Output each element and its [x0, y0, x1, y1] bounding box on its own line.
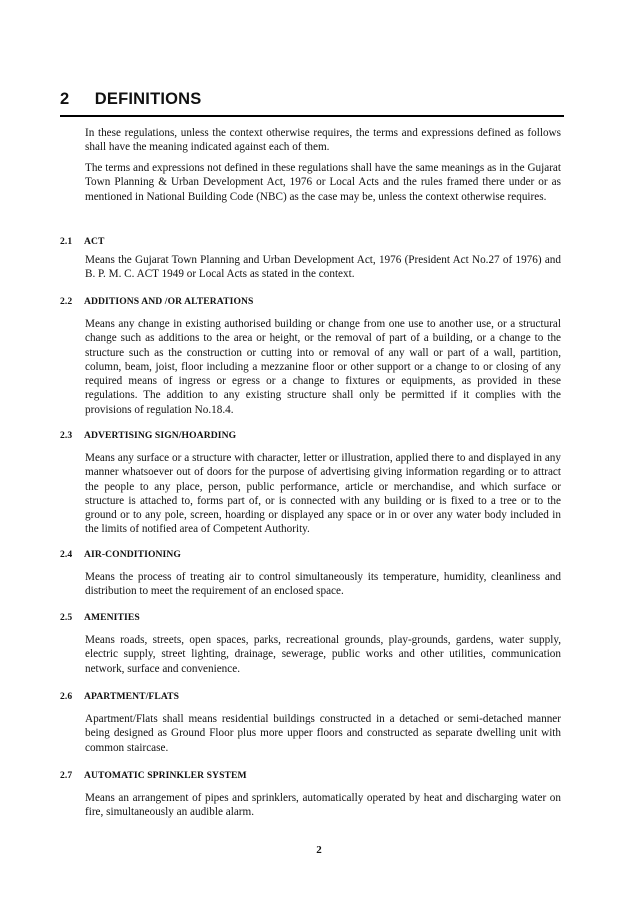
- section-number: 2.7: [60, 770, 73, 781]
- section-title: ACT: [83, 236, 105, 247]
- section-text-2-4: Means the process of treating air to control simultaneously its temperature, humidity, cleanliness and distribution to meet the requirement of an enclosed space.: [85, 571, 561, 598]
- section-title: ADVERTISING SIGN/HOARDING: [83, 430, 237, 441]
- section-text-2-2: Means any change in existing authorised building or change from one use to another use, or a structural change such as additions to the area or height, or the removal of part of a building, or a change to the structure such as the construction or cutting into or removal of any wall or part of a wall, partition, column, beam, joist, floor including a mezzanine floor or other support or a change to or closing of any required means of ingress or egress or a change to fixtures or equipments, as provided in these regulations. The addition to any existing structure shall only be permitted if it complies with the provisions of regulation No.18.4.: [85, 318, 561, 416]
- section-heading-2-6: [60, 691, 179, 702]
- section-title: ADDITIONS AND /OR ALTERATIONS: [83, 296, 254, 307]
- section-heading-2-4: [60, 549, 181, 560]
- section-number: 2.6: [60, 691, 73, 702]
- chapter-number: 2: [60, 90, 70, 108]
- section-title: AMENITIES: [83, 612, 140, 623]
- section-number: 2.3: [60, 430, 73, 441]
- section-text-2-6: Apartment/Flats shall means residential buildings constructed in a detached or semi-detached manner being designed as Ground Floor plus more upper floors and constructed as separate dwelling unit with common staircase.: [85, 713, 561, 754]
- section-number: 2.4: [60, 549, 73, 560]
- section-heading-2-7: [60, 770, 247, 781]
- section-heading-2-1: [60, 236, 105, 247]
- page-number: 2: [316, 844, 322, 856]
- section-number: 2.1: [60, 236, 73, 247]
- section-text-2-5: Means roads, streets, open spaces, parks, recreational grounds, play-grounds, gardens, water supply, electric supply, street lighting, drainage, sewerage, public works and other utilities, communication network, surface and convenience.: [85, 634, 561, 675]
- intro-paragraph-2: The terms and expressions not defined in these regulations shall have the same meanings as in the Gujarat Town Planning & Urban Development Act, 1976 or Local Acts and the rules framed there under or as mentioned in National Building Code (NBC) as the case may be, unless the context otherwise requires.: [85, 162, 561, 203]
- section-text-2-3: Means any surface or a structure with character, letter or illustration, applied there to and displayed in any manner whatsoever out of doors for the purpose of advertising giving information regarding or to attract the people to any place, person, public performance, article or merchandise, and which surface or structure is attached to, forms part of, or is connected with any building or is fixed to a tree or to the ground or to any pole, screen, hoarding or displayed any space or in or over any water body included in the limits of notified area of Competent Authority.: [85, 452, 561, 536]
- section-number: 2.2: [60, 296, 73, 307]
- section-title: AUTOMATIC SPRINKLER SYSTEM: [83, 770, 247, 781]
- section-number: 2.5: [60, 612, 73, 623]
- section-heading-2-3: [60, 430, 236, 441]
- section-heading-2-2: [60, 296, 253, 307]
- section-heading-2-5: [60, 612, 140, 623]
- intro-paragraph-1: In these regulations, unless the context otherwise requires, the terms and expressions defined as follows shall have the meaning indicated against each of them.: [85, 127, 561, 154]
- section-text-2-1: Means the Gujarat Town Planning and Urban Development Act, 1976 (President Act No.27 of 1976) and B. P. M. C. ACT 1949 or Local Acts as stated in the context.: [85, 254, 561, 281]
- chapter-heading: [60, 90, 564, 117]
- chapter-title: DEFINITIONS: [94, 90, 202, 108]
- section-title: APARTMENT/FLATS: [83, 691, 180, 702]
- section-text-2-7: Means an arrangement of pipes and sprinklers, automatically operated by heat and discharging water on fire, simultaneously an audible alarm.: [85, 792, 561, 819]
- section-title: AIR-CONDITIONING: [83, 549, 181, 560]
